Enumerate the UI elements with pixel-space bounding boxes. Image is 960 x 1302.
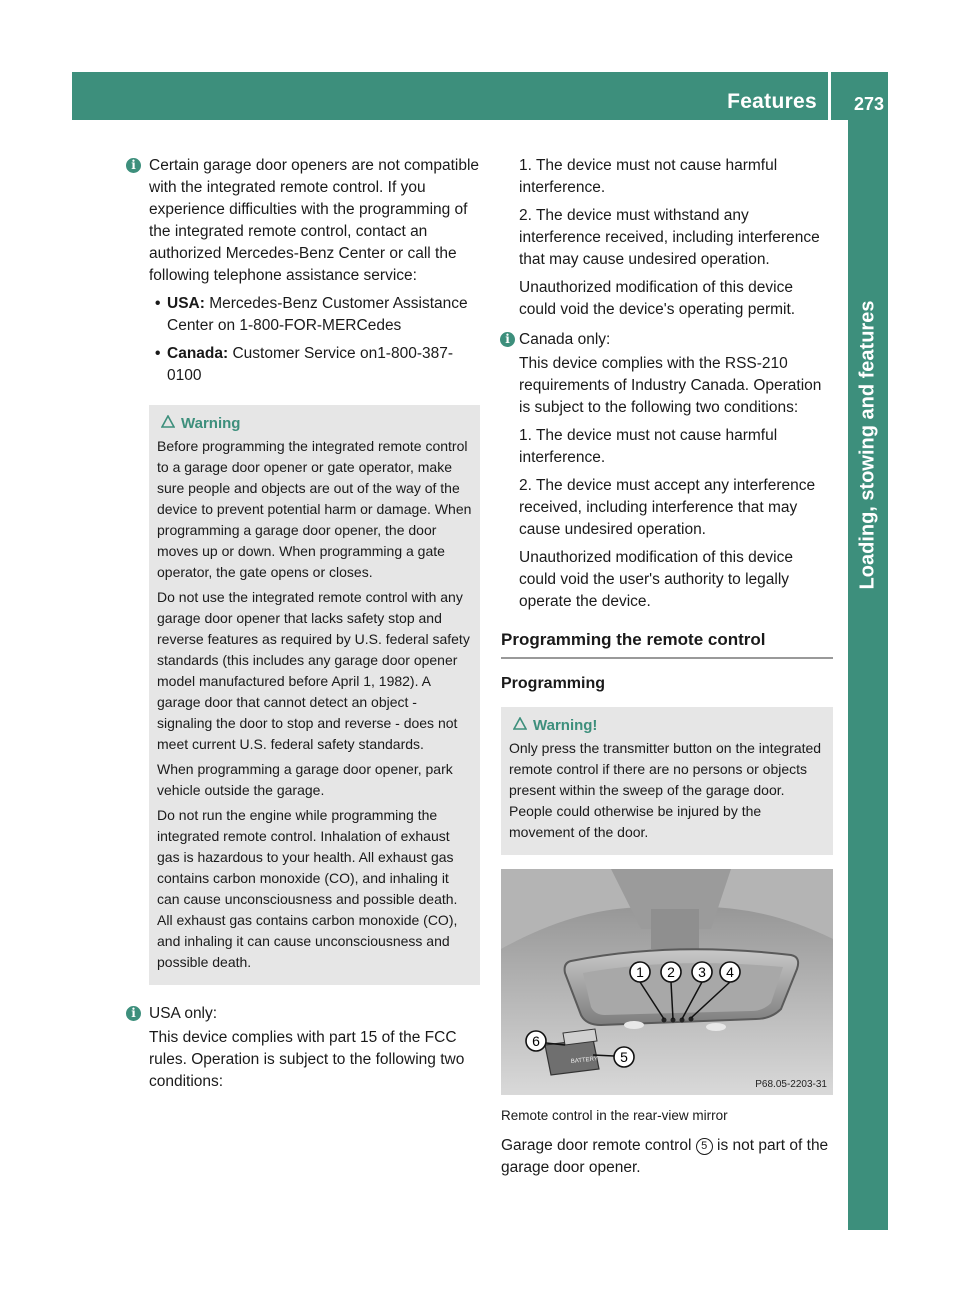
warning-paragraph: Do not run the engine while programming the integrated remote control. Inhalation of exhaust gas is hazardous to your health. All exhaust gas contains carbon monoxide (CO), and inhaling it can cause unconsciousness and possible death. All exhaust gas contains carbon monoxide (CO), and inhaling it can cause unconsciousness and possible death. bbox=[157, 807, 458, 970]
warning-title: Warning bbox=[181, 415, 241, 432]
info-note-compatibility bbox=[131, 155, 480, 387]
warning-paragraph: Only press the transmitter button on the integrated remote control if there are no persons or objects present within the sweep of the garage door. People could otherwise be injured by the movement of the door. bbox=[509, 740, 822, 840]
warning-box-programming bbox=[501, 707, 833, 855]
closing-pre: Garage door remote control bbox=[501, 1137, 692, 1154]
warning-paragraph: When programming a garage door opener, park vehicle outside the garage. bbox=[157, 761, 453, 798]
info-usa-text: This device complies with part 15 of the FCC rules. Operation is subject to the following two conditions: bbox=[149, 1029, 465, 1090]
usa-condition-3: Unauthorized modification of this device could void the device's operating permit. bbox=[519, 279, 796, 318]
warning-heading bbox=[157, 413, 472, 434]
bullet-dot: • bbox=[155, 295, 161, 312]
subsection-title: Programming bbox=[501, 675, 606, 692]
bullet-usa-label: USA: bbox=[167, 295, 205, 312]
bullet-dot: • bbox=[155, 345, 161, 362]
callout-ref-5: 5 bbox=[696, 1138, 713, 1155]
bullet-canada-text: Customer Service on1-800-387-0100 bbox=[167, 345, 454, 384]
warning-box bbox=[149, 405, 480, 985]
callout-5: 5 bbox=[620, 1049, 628, 1065]
header-separator bbox=[828, 72, 831, 120]
callout-1: 1 bbox=[636, 964, 644, 980]
warning-paragraph: Do not use the integrated remote control with any garage door opener that lacks safety stop and reverse features as required by U.S. federal safety standards (this includes any garage door opener model manufactured before April 1, 1982). A garage door that cannot detect an object - signaling the door to stop and reverse - does not meet current U.S. federal safety standards. bbox=[157, 589, 470, 752]
bullet-usa bbox=[149, 293, 480, 337]
figure-code: P68.05-2203-31 bbox=[755, 1079, 827, 1090]
info-canada-lead: Canada only: bbox=[519, 331, 611, 348]
battery-label: BATTERY bbox=[570, 1056, 599, 1065]
warning-triangle-icon bbox=[513, 715, 527, 736]
side-tab-label-wrap bbox=[852, 250, 884, 640]
info-note-text: Certain garage door openers are not compatible with the integrated remote control. If you experience difficulties with the programming of the integrated remote control, contact an authorized Mercedes-Benz Center or call the following telephone assistance service: bbox=[149, 157, 480, 284]
info-icon: i bbox=[126, 1006, 141, 1021]
header-title: Features bbox=[727, 90, 817, 113]
closing-paragraph bbox=[501, 1135, 833, 1179]
warning-paragraph: Before programming the integrated remote control to a garage door opener or gate operator, make sure people and objects are out of the way of the device to prevent potential harm or damage. When programming a garage door opener, the door moves up or down. When programming a gate operator, the gate opens or closes. bbox=[157, 438, 472, 580]
left-column bbox=[131, 155, 480, 1099]
info-note-usa bbox=[131, 1003, 480, 1093]
info-icon: i bbox=[500, 332, 515, 347]
info-usa-lead-line bbox=[131, 1003, 480, 1025]
warning-title: Warning! bbox=[533, 717, 598, 734]
info-canada-lead-line bbox=[505, 329, 833, 351]
figure-caption: Remote control in the rear-view mirror bbox=[501, 1108, 728, 1123]
usa-condition-1: 1. The device must not cause harmful interference. bbox=[519, 157, 778, 196]
usa-condition-2: 2. The device must withstand any interference received, including interference that may cause undesired operation. bbox=[519, 207, 820, 268]
closing-post: is not part of the garage door opener. bbox=[501, 1137, 829, 1176]
canada-condition-2: 2. The device must accept any interference received, including interference that may cause undesired operation. bbox=[519, 477, 816, 538]
right-column bbox=[501, 155, 833, 1185]
canada-condition-3: Unauthorized modification of this device could void the user's authority to legally operate the device. bbox=[519, 549, 793, 610]
warning-heading bbox=[509, 715, 825, 736]
callout-3: 3 bbox=[698, 964, 706, 980]
usa-conditions bbox=[501, 155, 833, 321]
callout-2: 2 bbox=[667, 964, 675, 980]
bullet-usa-text: Mercedes-Benz Customer Assistance Center on 1-800-FOR-MERCedes bbox=[167, 295, 468, 334]
warning-triangle-icon bbox=[161, 413, 175, 434]
figure-rear-view-mirror bbox=[501, 869, 833, 1095]
page-header bbox=[72, 72, 888, 120]
mirror-illustration bbox=[501, 869, 833, 1095]
bullet-canada bbox=[149, 343, 480, 387]
section-title: Programming the remote control bbox=[501, 629, 833, 659]
info-usa-lead: USA only: bbox=[149, 1005, 218, 1022]
page-number: 273 bbox=[853, 94, 884, 114]
bullet-canada-label: Canada: bbox=[167, 345, 229, 362]
info-icon: i bbox=[126, 158, 141, 173]
canada-condition-1: 1. The device must not cause harmful interference. bbox=[519, 427, 778, 466]
canada-text: This device complies with the RSS-210 requirements of Industry Canada. Operation is subject to the following two conditions: bbox=[519, 355, 822, 416]
callout-6: 6 bbox=[532, 1033, 540, 1049]
info-note-canada bbox=[501, 329, 833, 613]
side-tab-label: Loading, stowing and features bbox=[856, 300, 879, 590]
callout-4: 4 bbox=[726, 964, 734, 980]
